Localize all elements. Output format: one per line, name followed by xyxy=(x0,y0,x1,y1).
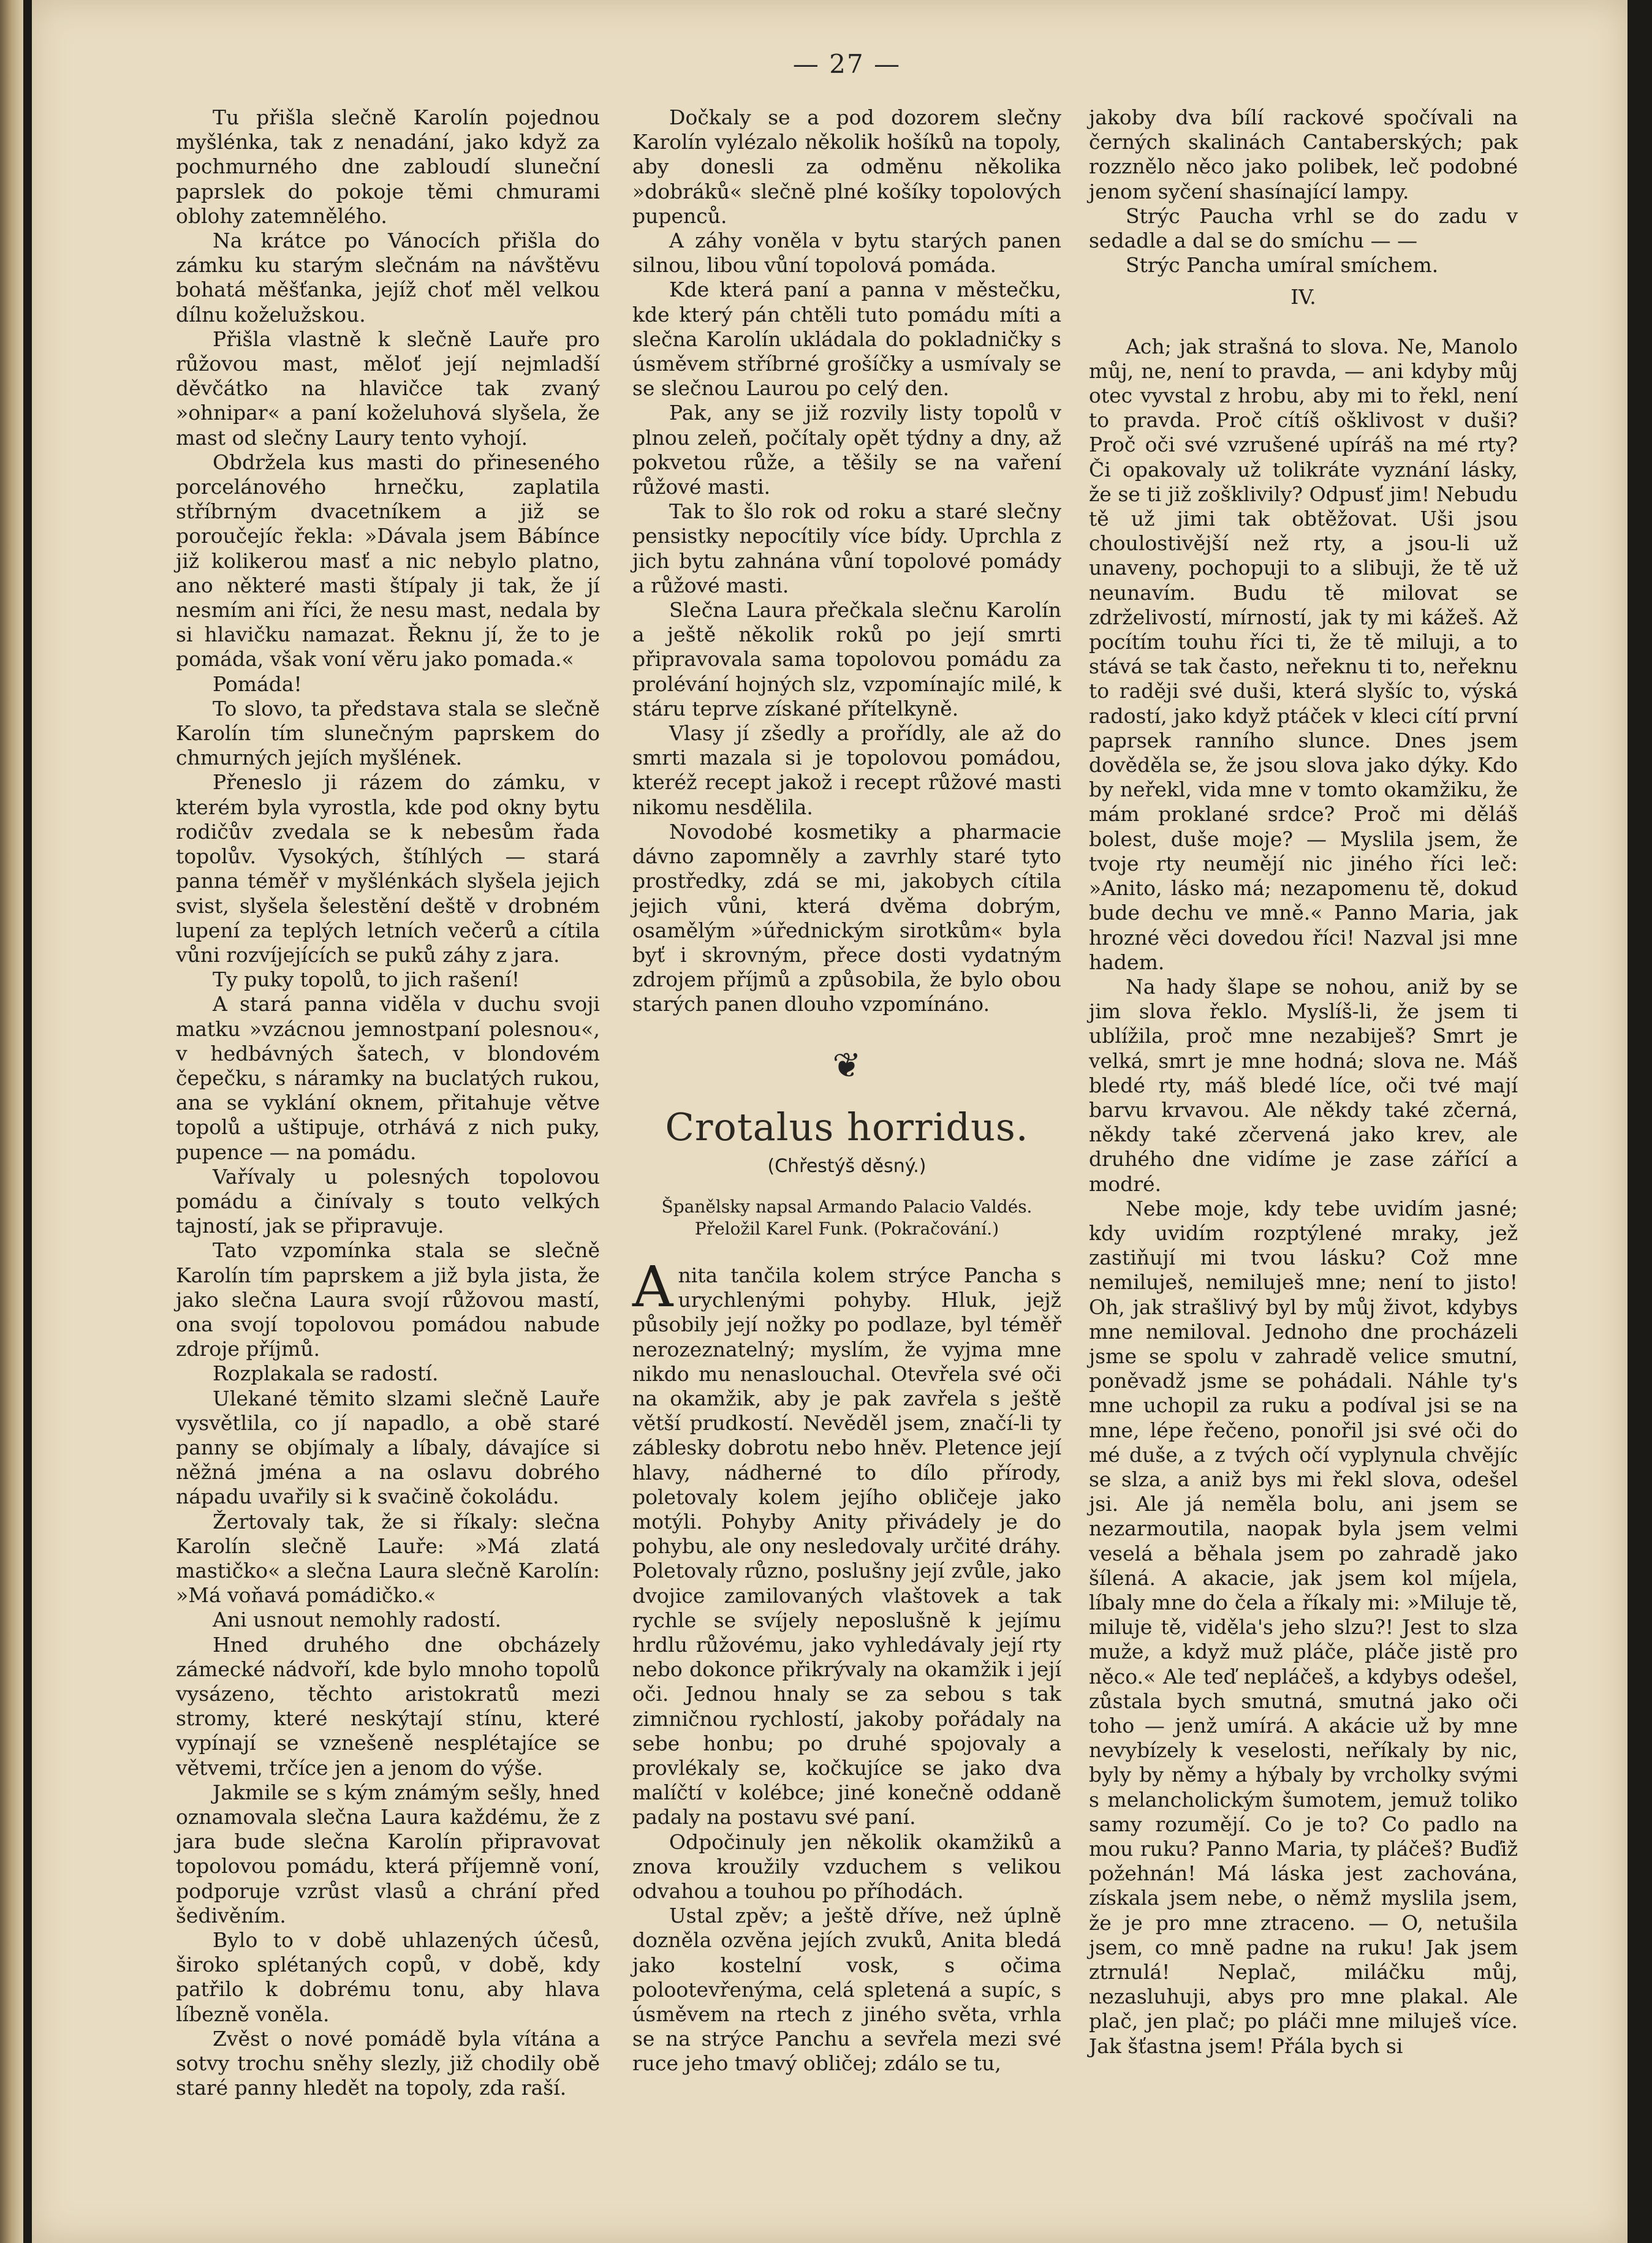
paragraph: Tato vzpomínka stala se slečně Karolín tím paprskem a již byla jista, že jako slečna Laura svojí růžovou mastí, ona svojí topolovou pomádou nabude zdroje příjmů. xyxy=(176,1238,600,1361)
paragraph: Na hady šlape se nohou, aniž by se jim slova řeklo. Myslíš-li, že jsem ti ublížila, proč mne nezabiješ? Smrt je velká, smrt je mne hodná; slova ne. Máš bledé rty, máš bledé líce, oči tvé mají barvu krvavou. Ale někdy také zčerná, někdy také zčervená jako krev, ale druhého dne vidíme je zase zářící a modré. xyxy=(1089,974,1518,1196)
ornament-icon: ❦ xyxy=(832,1045,862,1086)
paragraph: Vařívaly u polesných topolovou pomádu a činívaly s touto velkých tajností, jak se připravuje. xyxy=(176,1164,600,1238)
paragraph: Tu přišla slečně Karolín pojednou myšlénka, tak z nenadání, jako když za pochmurného dne zabloudí sluneční paprslek do pokoje těmi chmurami oblohy zatemnělého. xyxy=(176,105,600,228)
story-first-paragraph xyxy=(632,1254,1061,1830)
paragraph: Vlasy jí zšedly a prořídly, ale až do smrti mazala si je topolovou pomádou, kteréž recept jakož i recept růžové masti nikomu nesdělila. xyxy=(632,721,1061,819)
paragraph: To slovo, ta představa stala se slečně Karolín tím slunečným paprskem do chmurných jejích myšlének. xyxy=(176,696,600,770)
paragraph: Nebe moje, kdy tebe uvidím jasné; kdy uvidím rozptýlené mraky, jež zastiňují mi tvou lásku? Což mne nemiluješ, nemiluješ mne; není to jisto! Oh, jak strašlivý byl by můj život, kdybys mne nemiloval. Jednoho dne procházeli jsme se spolu v zahradě velice smutní, poněvadž jsme se pohádali. Náhle ty's mne uchopil za ruku a podíval jsi se na mne, lépe řečeno, ponořil jsi své oči do mé duše, a z tvých očí vyplynula chvějíc se slza, a aniž bys mi řekl slova, odešel jsi. Ale já neměla bolu, ani jsem se nezarmoutila, naopak byla jsem velmi veselá a běhala jsem po zahradě jako šílená. A akacie, jak jsem kol míjela, líbaly mne do čela a říkaly mi: »Miluje tě, miluje tě, viděla's jeho slzu?! Jest to slza muže, a když muž pláče, pláče jistě pro něco.« Ale teď nepláčeš, a kdybys odešel, zůstala bych smutná, smutná jako oči toho — jenž umírá. A akácie už by mne nevybízely k veselosti, neříkaly by nic, byly by němy a hýbaly by vrcholky svými s melancholickým šumotem, jemuž toliko samy rozumějí. Co je to? Co padlo na mou ruku? Panno Maria, ty pláčeš? Buďiž požehnán! Má láska jest zachována, získala jsem nebe, o němž myslila jsem, že je pro mne ztraceno. — O, netušila jsem, co mně padne na ruku! Jak jsem ztrnulá! Neplač, miláčku můj, nezasluhuji, abys pro mne plakal. Ale plač, jen plač; po pláči mne miluješ více. Jak šťastna jsem! Přála bych si xyxy=(1089,1196,1518,2058)
paragraph: Jakmile se s kým známým sešly, hned oznamovala slečna Laura každému, že z jara bude slečna Karolín připravovat topolovou pomádu, která příjemně voní, podporuje vzrůst vlasů a chrání před šedivěním. xyxy=(176,1780,600,1927)
paragraph: Odpočinuly jen několik okamžiků a znova kroužily vzduchem s velikou odvahou a touhou po příhodách. xyxy=(632,1829,1061,1903)
first-paragraph-text: nita tančila kolem strýce Pancha s urychlenými pohyby. Hluk, jejž působily její nožky po podlaze, byl téměř nerozeznatelný; myslím, že vyjma mne nikdo mu nenaslouchal. Otevřela své oči na okamžik, aby je pak zavřela s ještě větší prudkostí. Nevěděl jsem, značí-li ty záblesky dobrotu nebo hněv. Pletence její hlavy, nádherné to dílo přírody, poletovaly kolem jejího obličeje jako motýli. Pohyby Anity přivádely je do pohybu, ale ony nesledovaly určité dráhy. Poletovaly různo, poslušny její zvůle, jako dvojice zamilovaných vlaštovek a tak rychle se svíjely neposlušně k jejímu hrdlu růžovému, jako vyhledávaly její rty nebo dokonce přikrývaly na okamžik i její oči. Jednou hnaly se za sebou s tak zimničnou rychlostí, jakoby pořádaly na sebe honbu; po druhé spojovaly a provlékaly se, kočkujíce se jako dva malíčtí v kolébce; jiné konečně oddaně padaly na postavu své paní. xyxy=(632,1263,1061,1829)
paragraph: Zvěst o nové pomádě byla vítána a sotvy trochu sněhy slezly, již chodily obě staré panny hledět na topoly, zda raší. xyxy=(176,2026,600,2100)
paragraph: Ani usnout nemohly radostí. xyxy=(213,1608,502,1632)
paragraph: Přeneslo ji rázem do zámku, v kterém byla vyrostla, kde pod okny bytu rodičův zvedala se k nebesům řada topolův. Vysokých, štíhlých — stará panna téměř v myšlénkách slyšela jejich svist, slyšela šelestění deště v drobném lupení za teplých letních večerů a cítila vůni rozvíjejících se puků záhy z jara. xyxy=(176,770,600,967)
paragraph: Novodobé kosmetiky a pharmacie dávno zapomněly a zavrhly staré tyto prostředky, zdá se mi, jakobych cítila jejich vůni, která dvěma dobrým, osamělým »úřednickým sirotkům« byla byť i skrovným, přece dosti vydatným zdrojem příjmů a způsobila, že bylo obou starých panen dlouho vzpomínáno. xyxy=(632,819,1061,1016)
paragraph: Ach; jak strašná to slova. Ne, Manolo můj, ne, není to pravda, — ani kdyby můj otec vyvstal z hrobu, aby mi to řekl, není to pravda. Proč cítíš ošklivost v duši? Proč oči své vzrušené upíráš na mé rty? Či opakovaly už tolikráte vyznání lásky, že se ti již zošklivily? Odpusť jim! Nebudu tě už jimi tak obtěžovat. Uši jsou choulostivější než rty, a jsou-li už unaveny, pochopuji to a slibuji, že tě už neunavím. Budu tě milovat se zdrželivostí, mírností, jak ty mi kážeš. Až pocítím touhu říci ti, že tě miluji, a to stává se tak často, neřeknu ti to, neřeknu to raději své duši, která slyšíc to, výská radostí, jako když ptáček v kleci cítí první paprsek ranního slunce. Dnes jsem dověděla se, že jsou slova jako dýky. Kdo by neřekl, vida mne v tomto okamžiku, že mám proklané srdce? Proč mi děláš bolest, duše moje? — Myslila jsem, že tvoje rty neumějí nic jiného říci leč: »Anito, lásko má; nezapomenu tě, dokud bude dechu ve mně.« Panno Maria, jak hrozné věci dovedou říci! Nazval jsi mne hadem. xyxy=(1089,334,1518,974)
paragraph: Pomáda! xyxy=(213,671,302,696)
paragraph: Dočkaly se a pod dozorem slečny Karolín vylézalo několik hošíků na topoly, aby donesli za odměnu několika »dobráků« slečně plné košíky topolových pupenců. xyxy=(632,105,1061,228)
paragraph: Bylo to v době uhlazených účesů, široko splétaných copů, v době, kdy patřilo k dobrému tonu, aby hlava líbezně voněla. xyxy=(176,1928,600,2026)
paragraph: Žertovaly tak, že si říkaly: slečna Karolín slečně Lauře: »Má zlatá mastičko« a slečna Laura slečně Karolín: »Má voňavá pomádičko.« xyxy=(176,1509,600,1608)
translator-line: Přeložil Karel Funk. (Pokračování.) xyxy=(694,1218,999,1239)
book-spine-shadow xyxy=(0,0,23,2243)
paragraph: Strýc Paucha vrhl se do zadu v sedadle a dal se do smíchu — — xyxy=(1089,203,1518,253)
paragraph: Ulekané těmito slzami slečně Lauře vysvětlila, co jí napadlo, a obě staré panny se objímaly a líbaly, dávajíce si něžná jména a na oslavu dobrého nápadu uvařily si k svačině čokoládu. xyxy=(176,1386,600,1509)
paragraph: Rozplakala se radostí. xyxy=(213,1361,439,1386)
story-title: Crotalus horridus. xyxy=(665,1104,1029,1149)
paragraph: Pak, any se již rozvily listy topolů v plnou zeleň, počítaly opět týdny a dny, až pokvetou růže, a těšily se na vaření růžové masti. xyxy=(632,401,1061,499)
page-number: — 27 — xyxy=(792,49,901,79)
story-credits xyxy=(632,1196,1061,1240)
paragraph: Na krátce po Vánocích přišla do zámku ku starým slečnám na návštěvu bohatá měšťanka, jejíž choť měl velkou dílnu koželužskou. xyxy=(176,229,600,327)
story-subtitle: (Chřestýš děsný.) xyxy=(767,1155,926,1177)
paragraph: Ty puky topolů, to jich rašení! xyxy=(213,967,520,992)
section-heading: IV. xyxy=(1290,285,1316,309)
column-1 xyxy=(176,105,600,2100)
column-2 xyxy=(632,105,1061,2076)
author-line: Španělsky napsal Armando Palacio Valdés. xyxy=(661,1196,1032,1217)
paragraph: A záhy voněla v bytu starých panen silnou, libou vůní topolová pomáda. xyxy=(632,229,1061,278)
paragraph: Přišla vlastně k slečně Lauře pro růžovou mast, měloť její nejmladší děvčátko na hlavičce tak zvaný »ohnipar« a paní koželuhová slyšela, že mast od slečny Laury tento vyhojí. xyxy=(176,327,600,450)
paragraph: Slečna Laura přečkala slečnu Karolín a ještě několik roků po její smrti připravovala sama topolovou pomádu za prolévání hojných slz, vzpomínajíc milé, k stáru teprve získané přítelkyně. xyxy=(632,598,1061,721)
paragraph: Obdržela kus masti do přineseného porcelánového hrnečku, zaplatila stříbrným dvacetníkem a již se poroučejíc řekla: »Dávala jsem Bábínce již kolikerou masť a nic nebylo platno, ano některé masti štípaly ji tak, že jí nesmím ani říci, že nesu mast, nedala by si hlavičku namazat. Řeknu jí, že to je pomáda, však voní věru jako pomada.« xyxy=(176,450,600,671)
drop-cap: A xyxy=(632,1254,673,1320)
paragraph: jakoby dva bílí rackové spočívali na černých skalinách Cantaberských; pak rozznělo něco jako polibek, leč podobné jenom syčení shasínající lampy. xyxy=(1089,105,1518,203)
paragraph: Kde která paní a panna v městečku, kde který pán chtěli tuto pomádu míti a slečna Karolín ukládala do pokladničky s úsměvem stříbrné grošíčky a usmívaly se se slečnou Laurou po celý den. xyxy=(632,278,1061,401)
paragraph: Hned druhého dne obcházely zámecké nádvoří, kde bylo mnoho topolů vysázeno, těchto aristokratů mezi stromy, které neskýtají stínu, které vypínají se vznešeně nesplétajíce se větvemi, trčíce jen a jenom do výše. xyxy=(176,1632,600,1780)
paragraph: Strýc Pancha umíral smíchem. xyxy=(1126,253,1439,278)
paragraph: A stará panna viděla v duchu svoji matku »vzácnou jemnostpaní polesnou«, v hedbávných šatech, v blondovém čepečku, s náramky na buclatých rukou, ana se vyklání oknem, přitahuje větve topolů a uštipuje, otrhává z nich puky, pupence — na pomádu. xyxy=(176,992,600,1164)
paragraph: Tak to šlo rok od roku a staré slečny pensistky nepocítily více bídy. Uprchla z jich bytu zahnána vůní topolové pomády a růžové masti. xyxy=(632,499,1061,597)
paragraph: Ustal zpěv; a ještě dříve, než úplně dozněla ozvěna jejích zvuků, Anita bledá jako kostelní vosk, s očima polootevřenýma, celá spletená a supíc, s úsměvem na rtech z jiného světa, vrhla se na strýce Panchu a sevřela mezi své ruce jeho tmavý obličej; zdálo se tu, xyxy=(632,1904,1061,2076)
column-3 xyxy=(1089,105,1518,2059)
